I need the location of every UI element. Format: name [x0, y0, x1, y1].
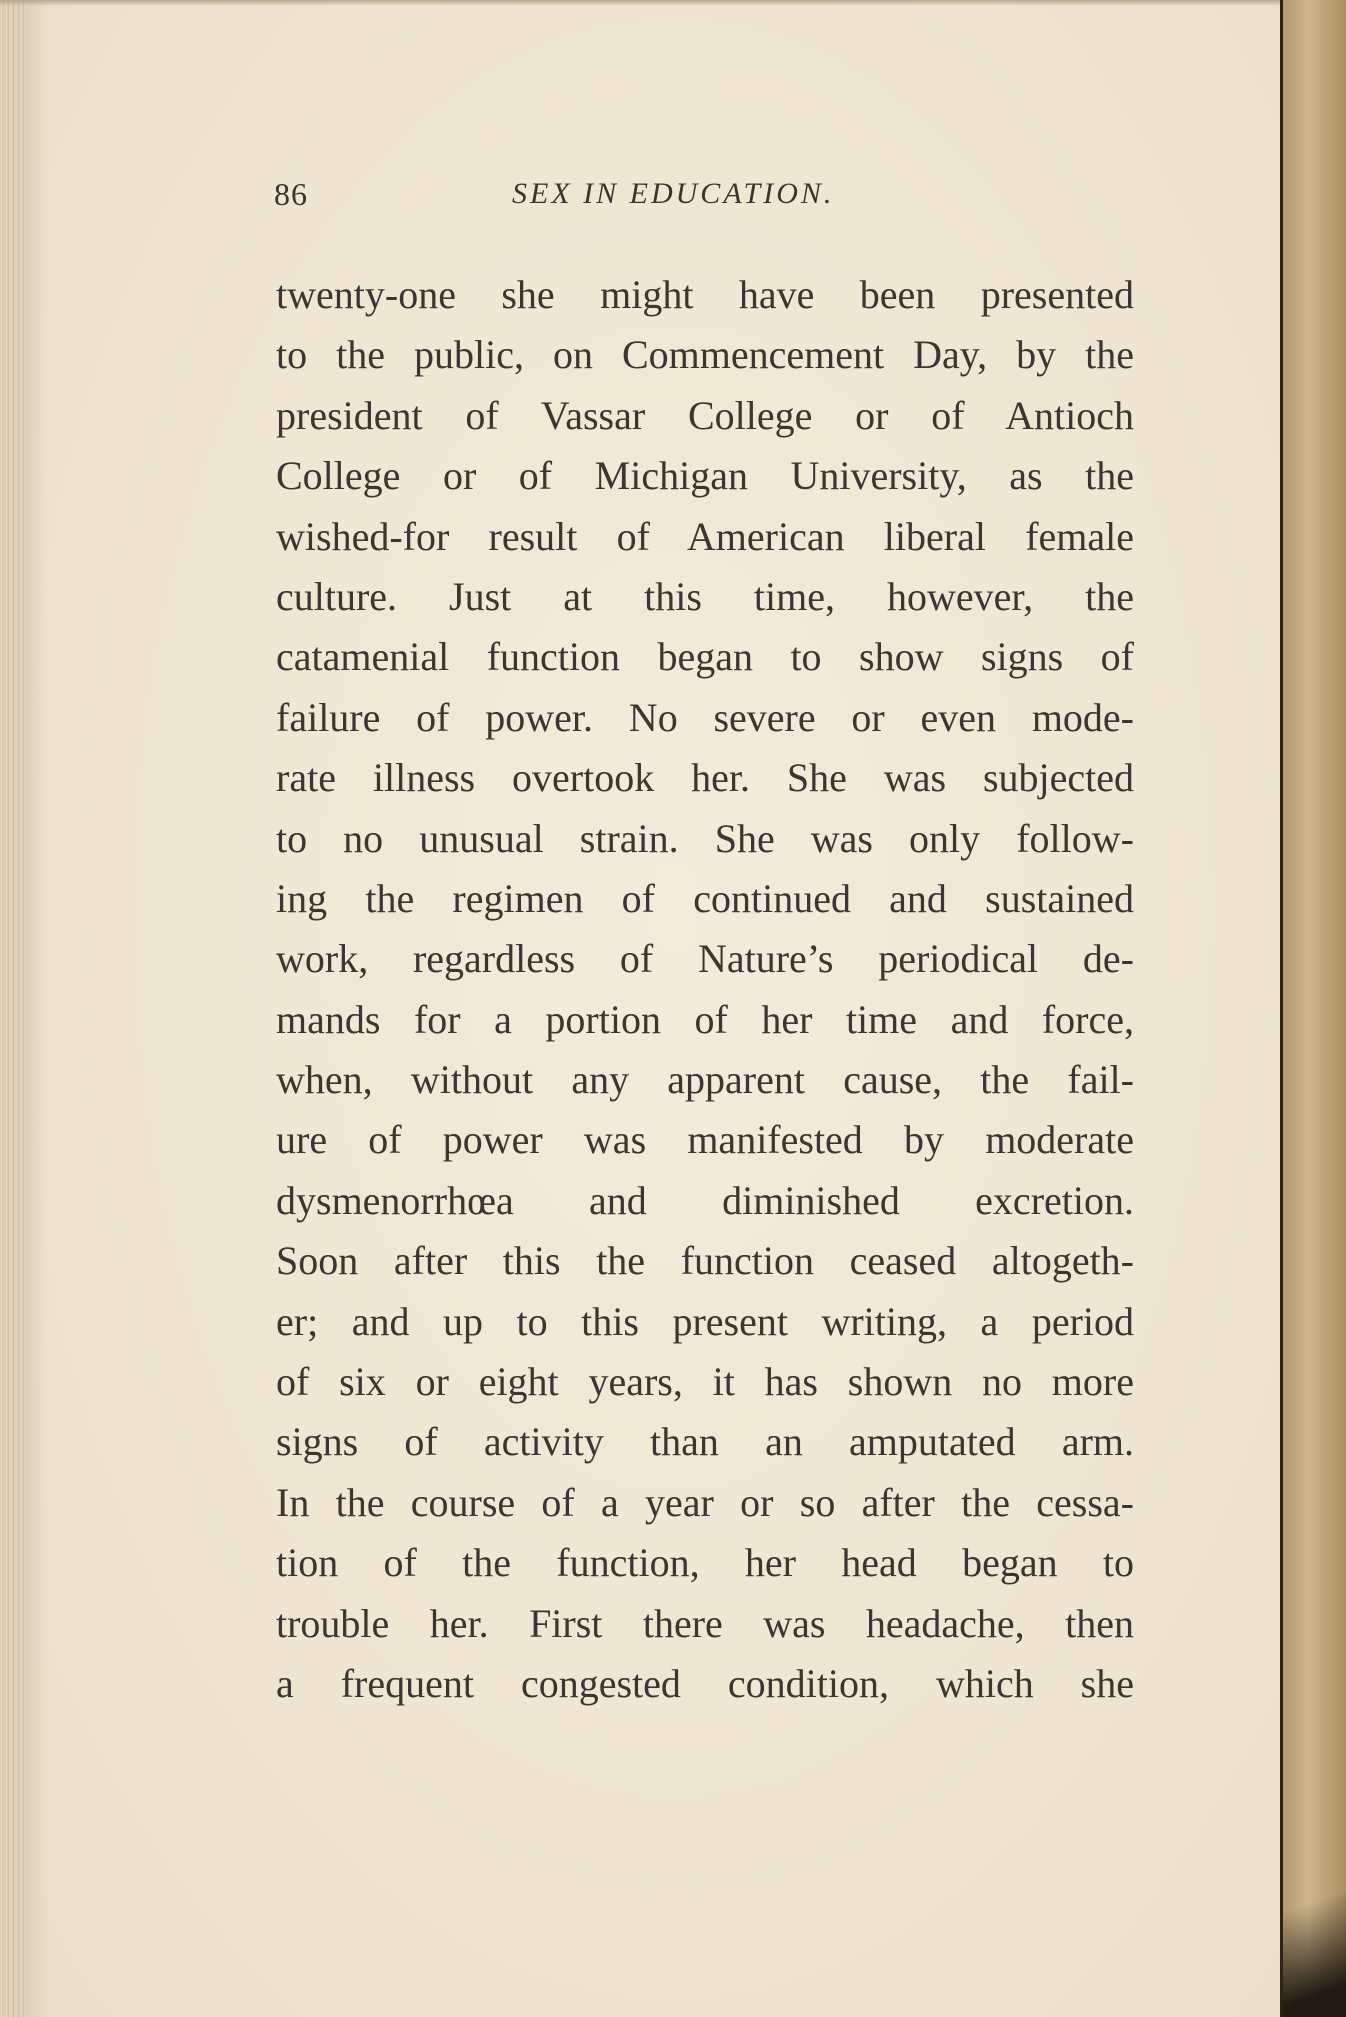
book-cover-edge: [1283, 0, 1346, 2017]
text-line: dysmenorrhœa and diminished excretion.: [276, 1177, 1134, 1223]
text-line: ing the regimen of continued and sustained: [276, 875, 1134, 921]
text-line: College or of Michigan University, as the: [276, 453, 1134, 499]
page-header: [274, 172, 886, 216]
text-line: wished-for result of American liberal female: [276, 513, 1134, 559]
corner-shadow: [1283, 1880, 1346, 2017]
text-line: work, regardless of Nature’s periodical de-: [276, 936, 1134, 982]
text-line: president of Vassar College or of Antioch: [276, 392, 1134, 438]
text-line: culture. Just at this time, however, the: [276, 573, 1134, 619]
text-line: when, without any apparent cause, the fail-: [276, 1057, 1134, 1103]
text-line: a frequent congested condition, which she: [276, 1660, 1134, 1706]
page-number: 86: [274, 176, 308, 212]
text-line: of six or eight years, it has shown no more: [276, 1359, 1134, 1405]
text-line: to the public, on Commencement Day, by the: [276, 332, 1134, 378]
text-line: to no unusual strain. She was only follow-: [276, 815, 1134, 861]
gutter-shadow: [28, 0, 50, 2017]
text-line: trouble her. First there was headache, then: [276, 1600, 1134, 1646]
text-line: rate illness overtook her. She was subjected: [276, 755, 1134, 801]
text-line: failure of power. No severe or even mode-: [276, 694, 1134, 740]
page-stack-edge: [0, 0, 28, 2017]
running-title: SEX IN EDUCATION.: [512, 177, 835, 210]
text-line: signs of activity than an amputated arm.: [276, 1419, 1134, 1465]
text-line: er; and up to this present writing, a period: [276, 1298, 1134, 1344]
text-line: tion of the function, her head began to: [276, 1540, 1134, 1586]
text-line: ure of power was manifested by moderate: [276, 1117, 1134, 1163]
text-line: catamenial function began to show signs of: [276, 634, 1134, 680]
text-line: In the course of a year or so after the cessa-: [276, 1479, 1134, 1525]
text-line: Soon after this the function ceased altogeth-: [276, 1238, 1134, 1284]
body-text: [276, 265, 1134, 1714]
text-line: mands for a portion of her time and force,: [276, 996, 1134, 1042]
text-line: twenty-one she might have been presented: [276, 272, 1134, 317]
top-page-edge: [0, 0, 1346, 6]
page-border-line: [1280, 0, 1283, 2017]
